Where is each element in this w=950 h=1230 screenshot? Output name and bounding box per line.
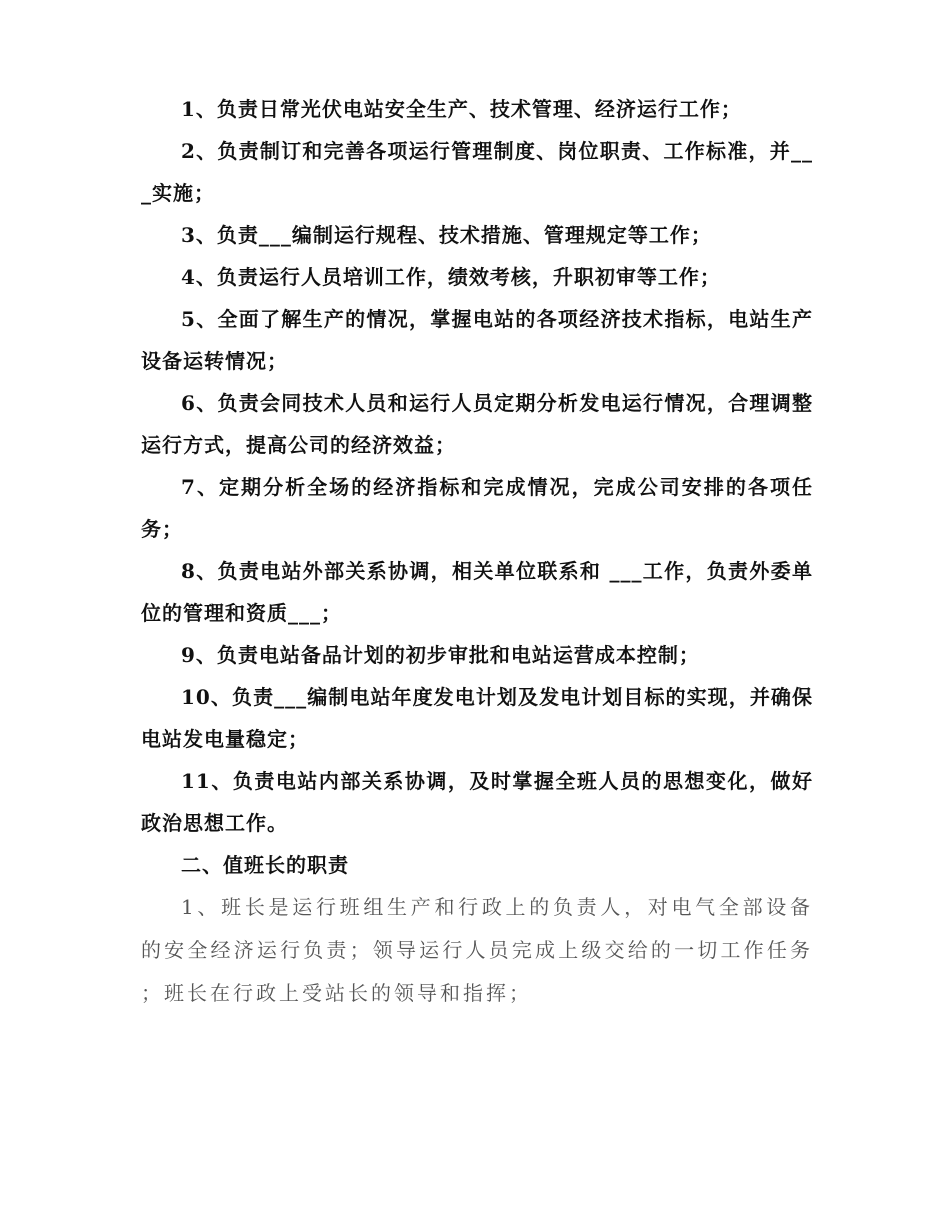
- duty-item-7: 7、定期分析全场的经济指标和完成情况，完成公司安排的各项任务；: [141, 475, 813, 541]
- duty-item-9: 9、负责电站备品计划的初步审批和电站运营成本控制；: [181, 643, 700, 667]
- document-body: [141, 88, 813, 1015]
- duty-item-10: 10、负责___编制电站年度发电计划及发电计划目标的实现，并确保电站发电量稳定；: [141, 685, 813, 751]
- duty-item-4: 4、负责运行人员培训工作，绩效考核，升职初审等工作；: [181, 265, 721, 289]
- duty-item-1: 1、负责日常光伏电站安全生产、技术管理、经济运行工作；: [181, 97, 742, 121]
- duty-item-5: 5、全面了解生产的情况，掌握电站的各项经济技术指标，电站生产设备运转情况；: [141, 307, 813, 373]
- section-heading-shift-leader: 二、值班长的职责: [181, 853, 349, 877]
- duty-item-6: 6、负责会同技术人员和运行人员定期分析发电运行情况，合理调整运行方式，提高公司的经济效益；: [141, 391, 813, 457]
- duty-item-2: 2、负责制订和完善各项运行管理制度、岗位职责、工作标准，并___实施；: [141, 139, 813, 205]
- duty-item-3: 3、负责___编制运行规程、技术措施、管理规定等工作；: [181, 223, 712, 247]
- duty-item-11: 11、负责电站内部关系协调，及时掌握全班人员的思想变化，做好政治思想工作。: [141, 769, 813, 835]
- shift-leader-duty-1: 1、班长是运行班组生产和行政上的负责人，对电气全部设备的安全经济运行负责；领导运行人员完成上级交给的一切工作任务 ；班长在行政上受站长的领导和指挥；: [141, 895, 813, 1005]
- duty-item-8: 8、负责电站外部关系协调，相关单位联系和 ___工作，负责外委单位的管理和资质___；: [141, 559, 813, 625]
